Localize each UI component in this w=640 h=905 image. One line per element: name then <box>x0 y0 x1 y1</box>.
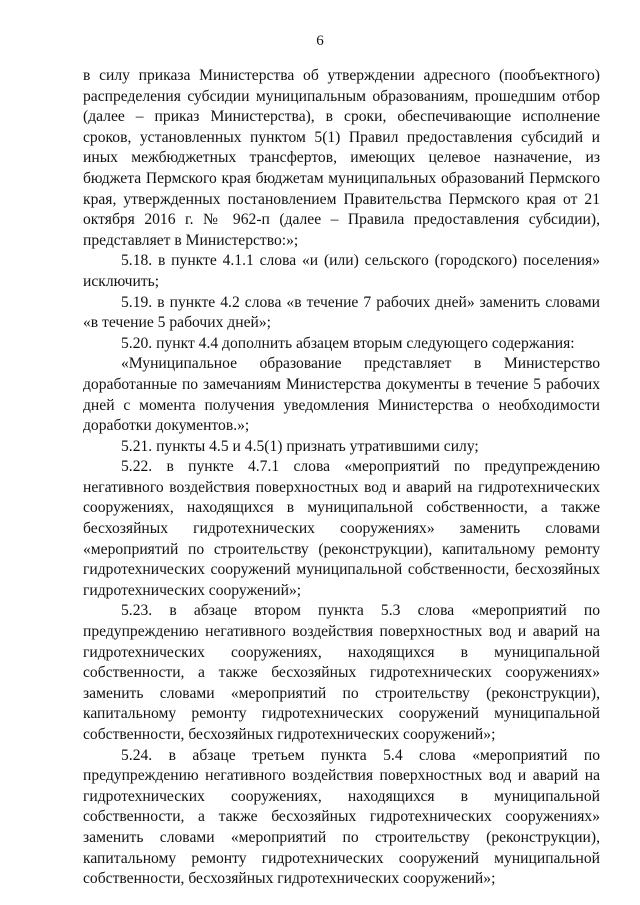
paragraph-5-20-quote: «Муниципальное образование представляет в Министерство доработанные по замечаниям Министерства документы в течение 5 рабочих дней с момента получения уведомления Министерства о необходимости доработки документов.»; <box>83 355 600 435</box>
page-number: 6 <box>316 33 324 49</box>
paragraph-5-22: 5.22. в пункте 4.7.1 слова «мероприятий по предупреждению негативного воздействия поверхностных вод и аварий на гидротехнических сооружениях, находящихся в муниципальной собственности, а также бесхозяйных гидротехнических сооружениях» заменить словами «мероприятий по строительству (реконструкции), капитальному ремонту гидротехнических сооружений муниципальной собственности, бесхозяйных гидротехнических сооружений»; <box>83 458 600 599</box>
paragraph-continuation: в силу приказа Министерства об утверждении адресного (пообъектного) распределения субсидии муниципальным образованиям, прошедшим отбор (далее – приказ Министерства), в сроки, обеспечивающие исполнение сроков, установленных пунктом 5(1) Правил предоставления субсидий и иных межбюджетных трансфертов, имеющих целевое назначение, из бюджета Пермского края бюджетам муниципальных образований Пермского края, утвержденных постановлением Правительства Пермского края от 21 октября 2016 г. № 962-п (далее – Правила предоставления субсидии), представляет в Министерство:»; <box>83 67 600 249</box>
paragraph-5-24: 5.24. в абзаце третьем пункта 5.4 слова «мероприятий по предупреждению негативного воздействия поверхностных вод и аварий на гидротехнических сооружениях, находящихся в муниципальной собственности, а также бесхозяйных гидротехнических сооружениях» заменить словами «мероприятий по строительству (реконструкции), капитальному ремонту гидротехнических сооружений муниципальной собственности, бесхозяйных гидротехнических сооружений»; <box>83 746 600 888</box>
paragraph-5-18: 5.18. в пункте 4.1.1 слова «и (или) сельского (городского) поселения» исключить; <box>83 252 600 290</box>
paragraph-5-23: 5.23. в абзаце втором пункта 5.3 слова «мероприятий по предупреждению негативного воздействия поверхностных вод и аварий на гидротехнических сооружениях, находящихся в муниципальной собственности, а также бесхозяйных гидротехнических сооружениях» заменить словами «мероприятий по строительству (реконструкции), капитальному ремонту гидротехнических сооружений муниципальной собственности, бесхозяйных гидротехнических сооружений»; <box>83 602 600 743</box>
document-body <box>83 66 600 890</box>
paragraph-5-19: 5.19. в пункте 4.2 слова «в течение 7 рабочих дней» заменить словами «в течение 5 рабочих дней»; <box>83 293 600 332</box>
paragraph-5-20: 5.20. пункт 4.4 дополнить абзацем вторым следующего содержания: <box>121 334 575 352</box>
paragraph-5-21: 5.21. пункты 4.5 и 4.5(1) признать утратившими силу; <box>121 437 479 455</box>
